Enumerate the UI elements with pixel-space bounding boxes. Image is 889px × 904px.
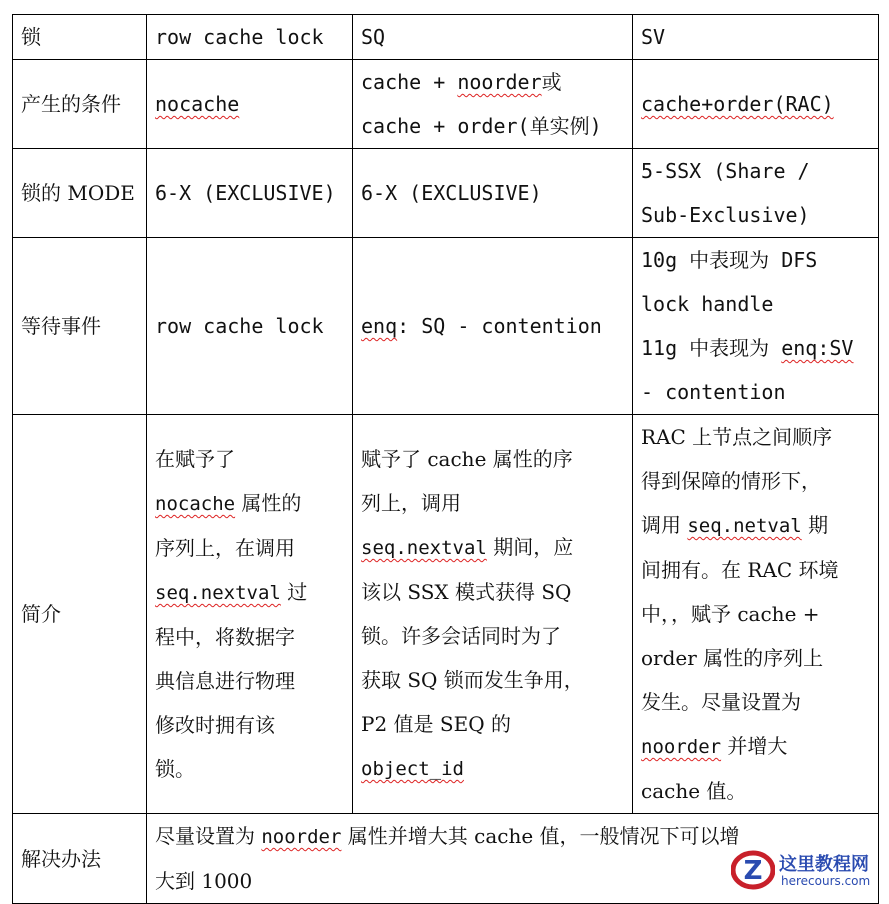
- watermark-logo-icon: [731, 848, 775, 892]
- mode-row-cache: 6-X (EXCLUSIVE): [147, 149, 353, 238]
- text: 或 cache + order(单实例): [361, 70, 602, 138]
- condition-row-cache: [147, 60, 353, 149]
- row-intro: [13, 415, 879, 814]
- label-intro: 简介: [13, 415, 147, 814]
- header-sq: SQ: [353, 15, 633, 60]
- text: 属性的 序列上，在调用: [155, 491, 302, 560]
- intro-row-cache: [147, 415, 353, 814]
- condition-sq: [353, 60, 633, 149]
- text: 并增大 cache 值。: [641, 734, 788, 803]
- spell-nocache: nocache: [155, 92, 240, 116]
- lock-comparison-table: [12, 14, 879, 904]
- spell-enq: enq: [361, 314, 398, 338]
- spell-seq-nextval: seq.nextval: [361, 537, 487, 559]
- text: RAC 上节点之间顺序 得到保障的情形下， 调用: [641, 425, 833, 537]
- mode-sq: 6-X (EXCLUSIVE): [353, 149, 633, 238]
- spell-noorder: noorder: [457, 70, 542, 94]
- watermark-logo-letter: Z: [743, 856, 763, 886]
- header-row: [13, 15, 879, 60]
- text: 10g 中表现为 DFS lock handle 11g 中表现为: [641, 248, 818, 360]
- wait-sq: [353, 238, 633, 415]
- mode-sv: 5-SSX (Share / Sub-Exclusive): [633, 149, 879, 238]
- label-mode: 锁的 MODE: [13, 149, 147, 238]
- row-condition: [13, 60, 879, 149]
- watermark-url: herecours.com: [781, 874, 871, 888]
- intro-sv: [633, 415, 879, 814]
- spell-enq-sv: enq:SV: [781, 336, 854, 360]
- spell-seq-netval: seq.netval: [687, 515, 802, 537]
- spell-object-id: object_id: [361, 758, 464, 780]
- condition-sv: [633, 60, 879, 149]
- text: 属性并增大其 cache 值，一般情况下可以增 大到 1000: [155, 824, 740, 893]
- wait-row-cache: row cache lock: [147, 238, 353, 415]
- label-wait-event: 等待事件: [13, 238, 147, 415]
- text: - contention: [641, 380, 786, 404]
- text: 期 间拥有。在 RAC 环境 中，，赋予 cache + order 属性的序列上 发生。尽量设置为: [641, 513, 839, 714]
- row-wait-event: [13, 238, 879, 415]
- text: : SQ - contention: [397, 314, 602, 338]
- watermark: [731, 848, 881, 892]
- text: 期间，应 该以 SSX 模式获得 SQ 锁。许多会话同时为了 获取 SQ 锁而发生争用， P2 值是 SEQ 的: [361, 535, 584, 736]
- spell-seq-nextval: seq.nextval: [155, 582, 281, 604]
- text: 在赋予了: [155, 447, 235, 471]
- row-mode: [13, 149, 879, 238]
- text: cache +: [361, 70, 458, 94]
- text: 赋予了 cache 属性的序 列上，调用: [361, 447, 573, 515]
- spell-nocache: nocache: [155, 493, 236, 515]
- intro-sq: [353, 415, 633, 814]
- text: 尽量设置为: [155, 824, 262, 848]
- wait-sv: [633, 238, 879, 415]
- header-row-cache-lock: row cache lock: [147, 15, 353, 60]
- spell-noorder: noorder: [261, 826, 342, 848]
- text: 过 程中，将数据字 典信息进行物理 修改时拥有该 锁。: [155, 580, 308, 781]
- watermark-name: 这里教程网: [779, 854, 869, 875]
- header-sv: SV: [633, 15, 879, 60]
- header-lock: 锁: [13, 15, 147, 60]
- spell-cache-order: cache+order(RAC): [641, 92, 834, 116]
- spell-noorder: noorder: [641, 736, 722, 758]
- label-solution: 解决办法: [13, 814, 147, 904]
- label-condition: 产生的条件: [13, 60, 147, 149]
